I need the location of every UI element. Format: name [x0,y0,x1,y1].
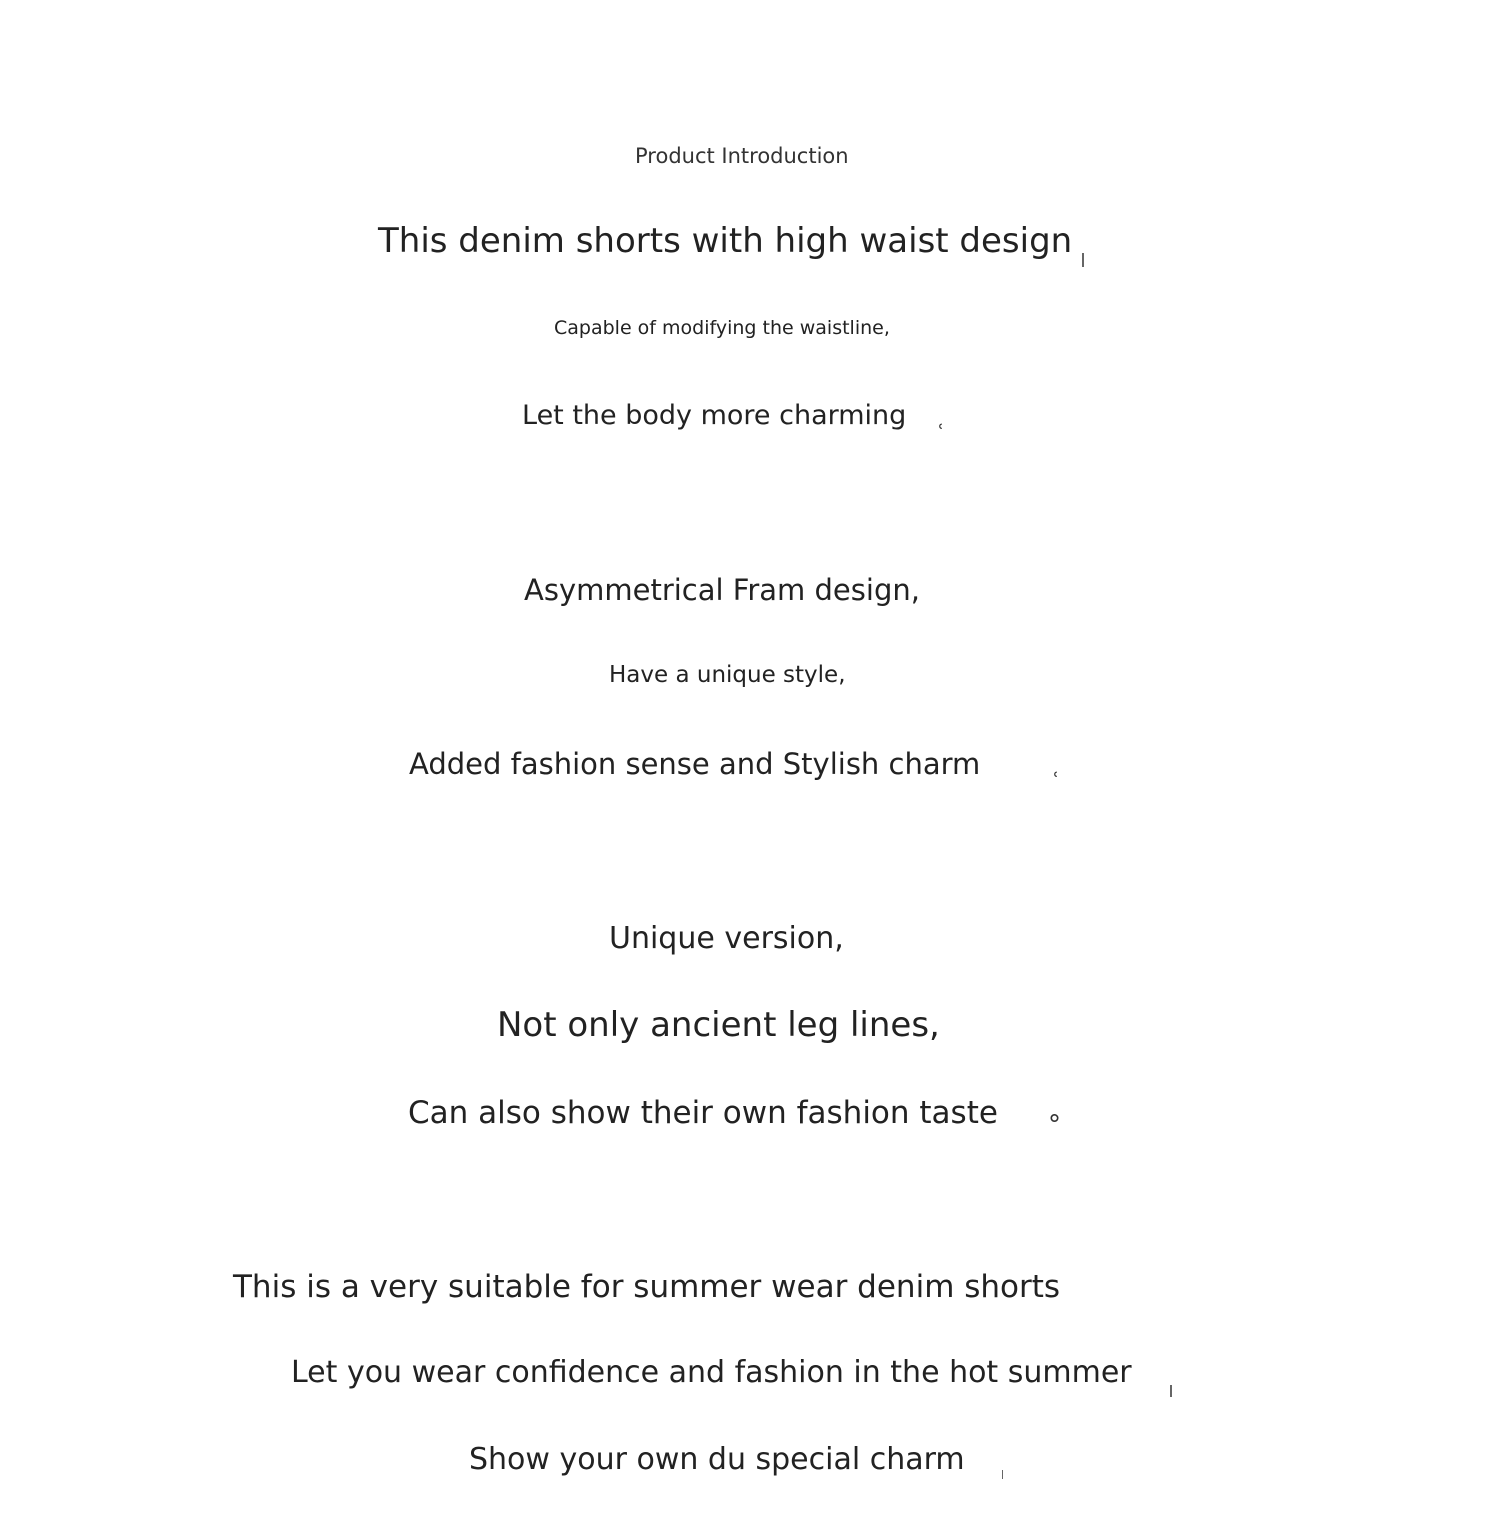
punctuation-mark: ʿ [938,420,945,444]
block3-line3: Can also show their own fashion taste [408,1095,998,1131]
block3-line2: Not only ancient leg lines, [497,1005,940,1045]
block2-line1: Asymmetrical Fram design, [524,573,920,607]
block1-line1: This denim shorts with high waist design [378,221,1073,261]
page-title: Product Introduction [635,144,849,168]
block4-line1: This is a very suitable for summer wear denim shorts [233,1269,1061,1305]
stray-mark [1082,253,1084,267]
punctuation-mark: ʿ [1053,768,1060,792]
block1-line2: Capable of modifying the waistline, [554,317,890,339]
block2-line2: Have a unique style, [609,662,846,688]
block4-line3: Show your own du special charm [469,1442,965,1477]
block4-line2: Let you wear confidence and fashion in the hot summer [291,1355,1132,1390]
block2-line3: Added fashion sense and Stylish charm [409,747,981,781]
block1-line3: Let the body more charming [522,400,907,431]
punctuation-mark: ° [1048,1110,1061,1140]
block3-line1: Unique version, [609,921,844,956]
stray-mark [1002,1470,1003,1479]
stray-mark [1170,1385,1172,1397]
